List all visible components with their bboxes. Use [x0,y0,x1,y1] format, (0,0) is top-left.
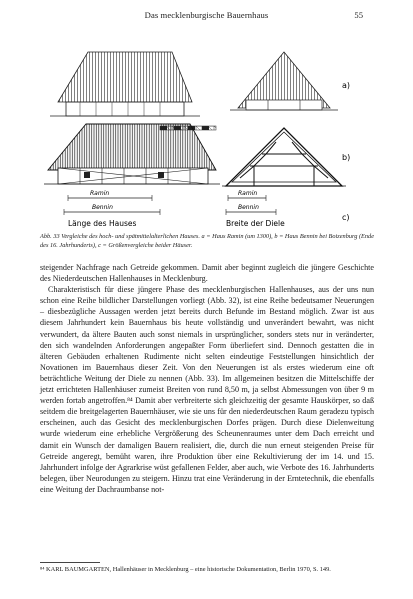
comparison-length [64,190,160,228]
label-laenge-des-hauses: Länge des Hauses [68,219,137,228]
scale-label-ramin-left: Ramin [90,190,110,197]
drawing-house-bennin-gable [222,128,346,186]
paragraph-1: steigender Nachfrage nach Getreide gekommen. Damit aber beginnt zugleich die jüngere Geschichte des Niederdeutschen Hallenhauses in Mecklenburg. [40,263,374,284]
running-header [0,10,413,26]
panel-label-b: b) [342,153,351,162]
drawing-house-bennin-side [44,124,220,184]
figure-caption: Abb. 33 Vergleiche des hoch- und spätmittelalterlichen Hauses. a = Haus Ramin (um 1300), b = Haus Bennin bei Boizenburg (Ende des 16. Jahrhunderts), c = Größenvergleiche beider Häuser. [40,233,374,249]
scale-label-ramin-right: Ramin [238,190,258,197]
page-number: 55 [354,10,363,20]
body-text [40,262,374,495]
panel-label-c: c) [342,213,350,222]
drawing-house-ramin-gable [230,52,338,110]
footnote [40,566,374,575]
panel-label-a: a) [342,81,351,90]
scale-label-bennin-left: Bennin [92,204,113,211]
footnote-84: ⁸⁴ KARL BAUMGARTEN, Hallenhäuser in Mecklenburg – eine historische Dokumentation, Berlin 1970, S. 149. [40,566,331,573]
paragraph-2: Charakteristisch für diese jüngere Phase des mecklenburgischen Hallenhauses, aus der uns nun schon eine Reihe bildlicher Darstellungen vorliegt (Abb. 32), ist eine Reihe bedeutsamer Neuerungen – diesbezügliche Aussagen werden jetzt bereits durch Befunde im Bestand möglich. Zwar ist aus diesem Jahrhundert kein Bauernhaus bis heute vollständig und unverändert bewahrt, was nicht verwundert, da ältere Bauten auch sonst niemals in ursprünglicher, sonders stets nur in veränderter, den sich wandelnden Anforderungen angepaßter Form überliefert sind. Dennoch gestatten die in älteren Gebäuden erhaltenen Rudimente nicht selten eindeutige Feststellungen hinsichtlich der Novationen im Bauernhaus dieser Zeit. Von den Neuerungen ist als erstes wiederum eine oft beträchtliche Weitung der Diele zu nennen (Abb. 33). Im allgemeinen besitzen die Mittelschiffe der jetzt errichteten Hallenhäuser zumeist Breiten von rund 8,50 m, ja selbst Abmessungen von über 9 m werden fortab angetroffen.⁸⁴ Damit aber verbreiterte sich gleichzeitig der gesamte Hauskörper, so daß seitdem die breitgelagerten Bauernhäuser, wie sie uns für den niederdeutschen Raum geradezu typisch erscheinen, auch das Gesicht des mecklenburgischen Dorfes prägen. Durch diese Dielenweitung wurde wiederum eine erhebliche Vergrößerung des Scheunenraumes unter dem Dach erreicht und damit ein Wunsch der damaligen Bauern realisiert, die, durch die nun erneut steigenden Preise für Getreide angeregt, bemüht waren, ihre Produktion über eine Rekultivierung der im 14. und 15. Jahrhundert infolge der Agrarkrise wüst gefallenen Felder, aber auch, wie Verbote des 16. Jahrhunderts belegen, über Neurodungen zu steigern. Hinzu trat eine Veränderung in der Erntetechnik, die ebenfalls eine Weitung der Dachraumbanse not- [40,285,374,494]
running-title: Das mecklenburgische Bauernhaus [144,10,269,20]
comparison-width [226,190,285,228]
footnote-rule [40,562,100,563]
scale-label-bennin-right: Bennin [238,204,259,211]
label-breite-der-diele: Breite der Diele [226,219,285,228]
figure-abb-33 [40,30,375,232]
drawing-house-ramin-side [50,52,200,116]
